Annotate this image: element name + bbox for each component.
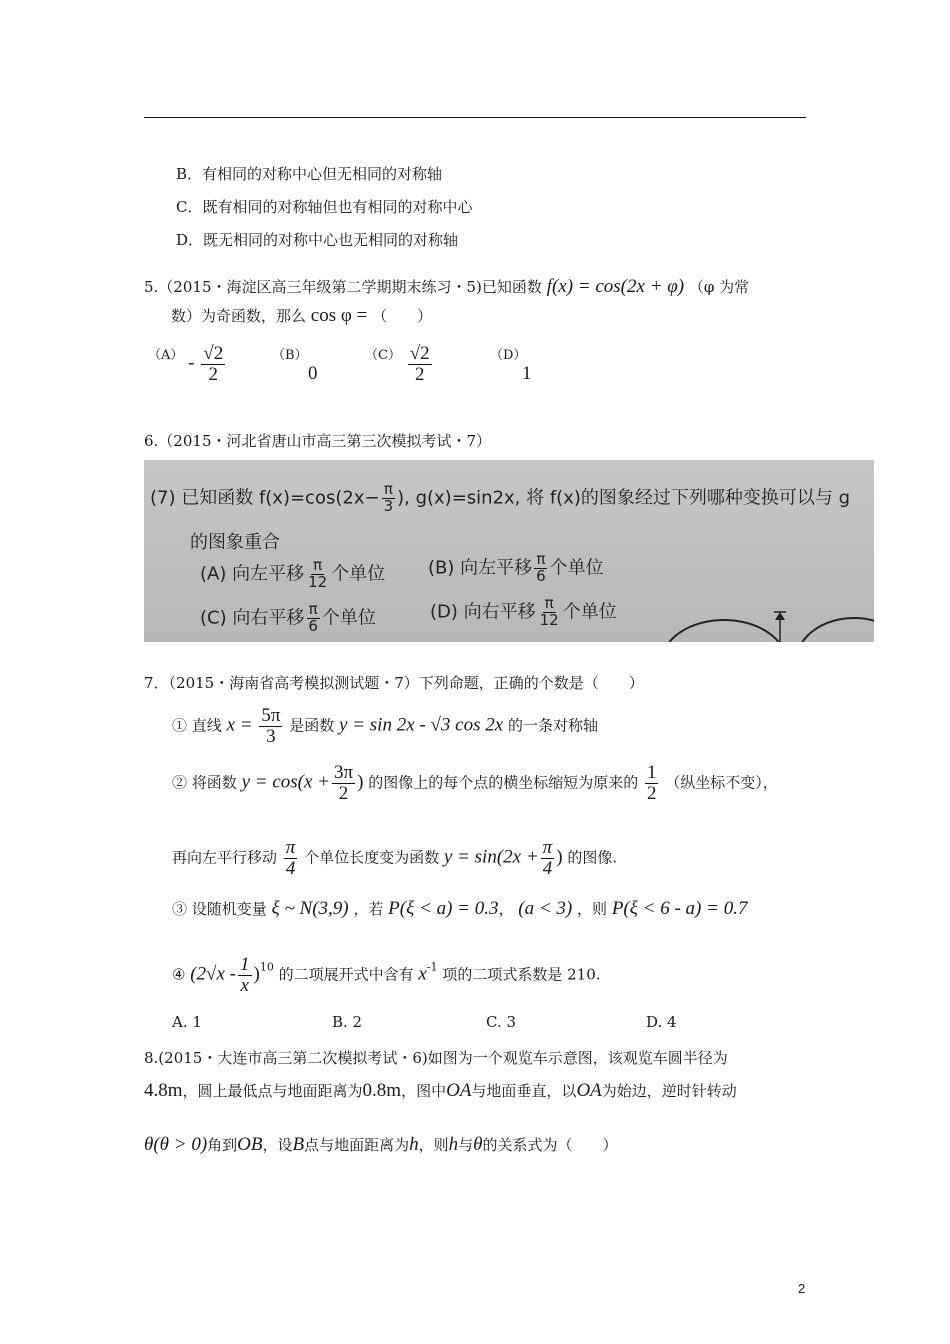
scan-option-b: (B) 向左平移 $\frac{\pi}{6}$ 个单位 [428, 550, 604, 585]
q4-option-d: D．既无相同的对称中心也无相同的对称轴 [176, 231, 459, 249]
q5-option-a: （A） - $\frac{√2}{2}$ [148, 343, 224, 385]
header-rule [144, 117, 806, 118]
q5-function: f(x) = cos(2x + φ) [546, 276, 685, 297]
q5-option-c: （C） $\frac{√2}{2}$ [365, 343, 430, 385]
scan-wheel-figure-fragment [654, 600, 874, 642]
q7-statement-2: ② 将函数 y = cos(x + $\frac{3\pi}{2}$ ) 的图像上的每个点的横坐标缩短为原来的 $\frac{1}{2}$ （纵坐标不变）， [172, 762, 778, 804]
q6-header: 6.（2015・河北省唐山市高三第三次模拟考试・7） [144, 432, 492, 450]
scan-option-d: (D) 向右平移 $\frac{\pi}{12}$ 个单位 [430, 594, 617, 629]
q7-option-c: C. 3 [486, 1013, 517, 1031]
q7-header: 7．（2015・海南省高考模拟测试题・7）下列命题，正确的个数是（ ） [144, 674, 644, 692]
q4-option-b: B．有相同的对称中心但无相同的对称轴 [176, 165, 443, 183]
page-number: 2 [798, 1281, 806, 1296]
q7-option-b: B. 2 [332, 1013, 363, 1031]
q8-line3: θ(θ > 0)角到OB，设B点与地面距离为h，则h与θ的关系式为（ ） [144, 1134, 618, 1155]
scan-option-c: (C) 向右平移 $\frac{\pi}{6}$ 个单位 [200, 600, 376, 635]
q7-statement-2-cont: 再向左平行移动 $\frac{\pi}{4}$ 个单位长度变为函数 y = sin(2x + $\frac{\pi}{4}$ ) 的图像. [172, 837, 618, 879]
q7-option-d: D. 4 [646, 1013, 677, 1031]
q7-option-a: A. 1 [172, 1013, 202, 1031]
q5-option-d: （D） 1 [490, 348, 532, 384]
q7-statement-1: ① 直线 x = $\frac{5\pi}{3}$ 是函数 y = sin 2x - √3 cos 2x 的一条对称轴 [172, 705, 598, 747]
q5-line2: 数）为奇函数，那么 cos φ = （ ） [171, 305, 433, 326]
scan-line1: (7) 已知函数 f(x)=cos(2x− $\frac{\pi}{3}$ ), g(x)=sin2x, 将 f(x)的图象经过下列哪种变换可以与 g [150, 480, 851, 515]
q8-line1: 8.(2015・大连市高三第二次模拟考试・6)如图为一个观览车示意图，该观览车圆半径为 [144, 1049, 728, 1067]
q8-line2: 4.8m，圆上最低点与地面距离为0.8m，图中OA与地面垂直，以OA为始边，逆时针转动 [144, 1080, 737, 1101]
q7-statement-4: ④ (2√x - $\frac{1}{x}$ )$^{10}$ 的二项展开式中含有 $x^{-1}$ 项的二项式系数是 210. [172, 954, 601, 996]
q6-scanned-image [144, 460, 874, 642]
q7-statement-3: ③ 设随机变量 ξ ~ N(3,9) ，若 P(ξ < a) = 0.3， (a < 3) ，则 P(ξ < 6 - a) = 0.7 [172, 898, 748, 919]
scan-option-a: (A) 向左平移 $\frac{\pi}{12}$ 个单位 [200, 556, 386, 591]
q5-line1: 5.（2015・海淀区高三年级第二学期期末练习・5)已知函数 f(x) = cos(2x + φ) （φ 为常 [144, 276, 750, 297]
scan-line2: 的图象重合 [190, 532, 280, 553]
q5-option-b: （B） 0 [272, 348, 318, 384]
q4-option-c: C．既有相同的对称轴但也有相同的对称中心 [176, 198, 473, 216]
